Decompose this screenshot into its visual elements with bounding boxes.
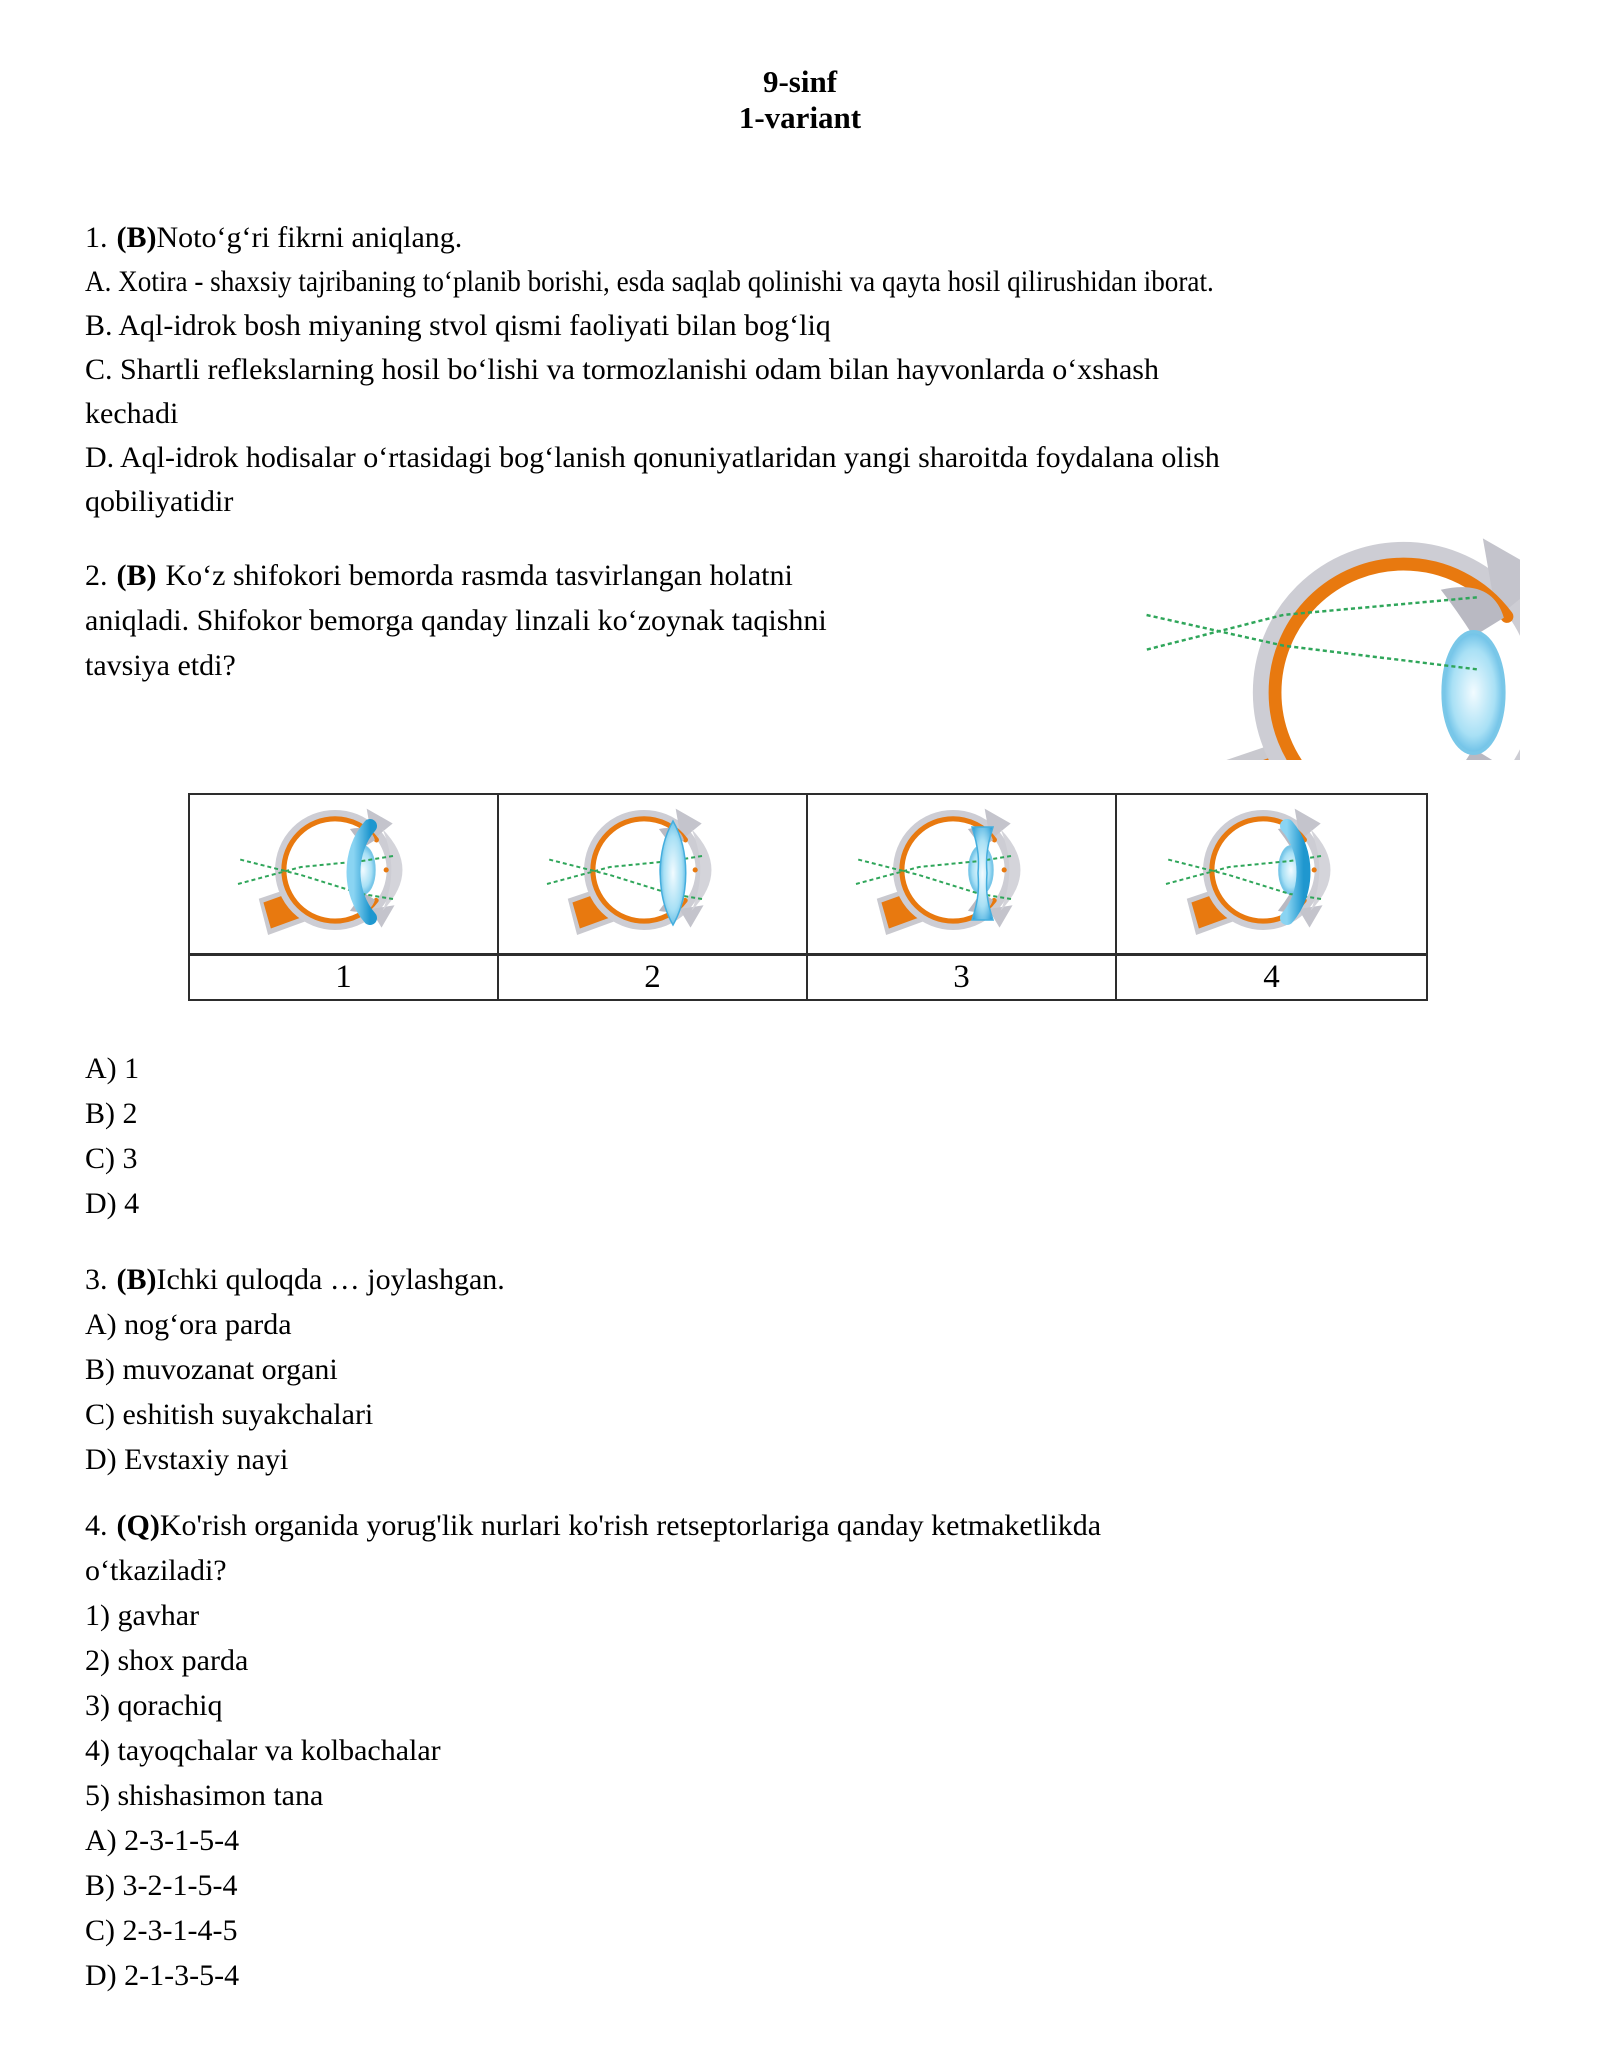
question-3-text [85,1257,505,1302]
question-tag: (Q) [116,1509,160,1542]
question-body: Noto‘g‘ri fikrni aniqlang. [156,221,463,254]
question-4-line1 [85,1503,1101,1548]
option-d: D) 4 [85,1187,140,1220]
variant-title: 1-variant [738,100,862,135]
option-a: A) nog‘ora parda [85,1308,292,1341]
option-b: B) 3-2-1-5-4 [85,1869,238,1902]
option-b: B. Aql-idrok bosh miyaning stvol qismi faoliyati bilan bog‘liq [85,309,831,342]
question-tag: (B) [116,221,157,254]
question-2-line1 [85,553,1095,598]
table-image-row [190,795,1426,953]
question-2-options [85,1046,139,1226]
option-d-line2: qobiliyatidir [85,485,234,518]
question-body: Ko'rish organida yorug'lik nurlari ko'rish retseptorlariga qanday ketmaketlikda [159,1509,1102,1542]
item-2: 2) shox parda [85,1644,249,1677]
page-header [0,64,1600,136]
eye-with-reversed-meniscus-lens [1121,799,1423,949]
option-c: C) 3 [85,1142,138,1175]
question-2-line2: aniqladi. Shifokor bemorga qanday linzali ko‘zoynak taqishni [85,604,827,637]
question-3 [85,1257,505,1482]
question-body: Ichki quloqda … joylashgan. [156,1263,505,1296]
eye-diagram-figure [1078,518,1520,760]
eye-with-concave-meniscus-lens [193,799,495,949]
eye-with-biconvex-lens [502,799,804,949]
grade-title: 9-sinf [762,64,838,99]
question-4-line2: o‘tkaziladi? [85,1554,227,1587]
lens-cell-1 [190,795,499,953]
cell-number-3: 3 [808,953,1117,999]
option-d-line1: D. Aql-idrok hodisalar o‘rtasidagi bog‘lanish qonuniyatlaridan yangi sharoitda foydalana olish [85,441,1220,474]
item-5: 5) shishasimon tana [85,1779,324,1812]
cell-number-1: 1 [190,953,499,999]
question-number: 3. [85,1263,108,1296]
option-a: A) 2-3-1-5-4 [85,1824,240,1857]
question-2 [85,553,1095,688]
cell-number-4: 4 [1117,953,1426,999]
question-tag: (B) [116,559,157,592]
lens-cell-3 [808,795,1117,953]
cell-number-2: 2 [499,953,808,999]
myopia-eye-diagram [1078,518,1520,760]
question-number: 1. [85,221,108,254]
eye-with-biconcave-lens [811,799,1113,949]
question-body: Ko‘z shifokori bemorda rasmda tasvirlangan holatni [165,559,793,592]
option-c: C) eshitish suyakchalari [85,1398,374,1431]
question-1 [85,216,1535,524]
question-2-line3: tavsiya etdi? [85,649,236,682]
question-tag: (B) [116,1263,157,1296]
lens-cell-4 [1117,795,1426,953]
question-number: 4. [85,1509,108,1542]
question-1-text [85,216,1535,260]
item-4: 4) tayoqchalar va kolbachalar [85,1734,441,1767]
question-number: 2. [85,559,108,592]
question-4 [85,1503,1101,1998]
option-d: D) 2-1-3-5-4 [85,1959,240,1992]
table-number-row [190,953,1426,999]
lens-cell-2 [499,795,808,953]
option-b: B) muvozanat organi [85,1353,338,1386]
lens-options-table [188,793,1428,1001]
option-a: A) 1 [85,1052,140,1085]
item-1: 1) gavhar [85,1599,200,1632]
option-b: B) 2 [85,1097,138,1130]
item-3: 3) qorachiq [85,1689,223,1722]
option-c: C) 2-3-1-4-5 [85,1914,238,1947]
option-a: A. Xotira - shaxsiy tajribaning to‘planib borishi, esda saqlab qolinishi va qayta hosil qilirushidan iborat. [85,265,1214,298]
option-c-line2: kechadi [85,397,179,430]
option-d: D) Evstaxiy nayi [85,1443,289,1476]
option-c-line1: C. Shartli reflekslarning hosil bo‘lishi va tormozlanishi odam bilan hayvonlarda o‘xshash [85,353,1159,386]
